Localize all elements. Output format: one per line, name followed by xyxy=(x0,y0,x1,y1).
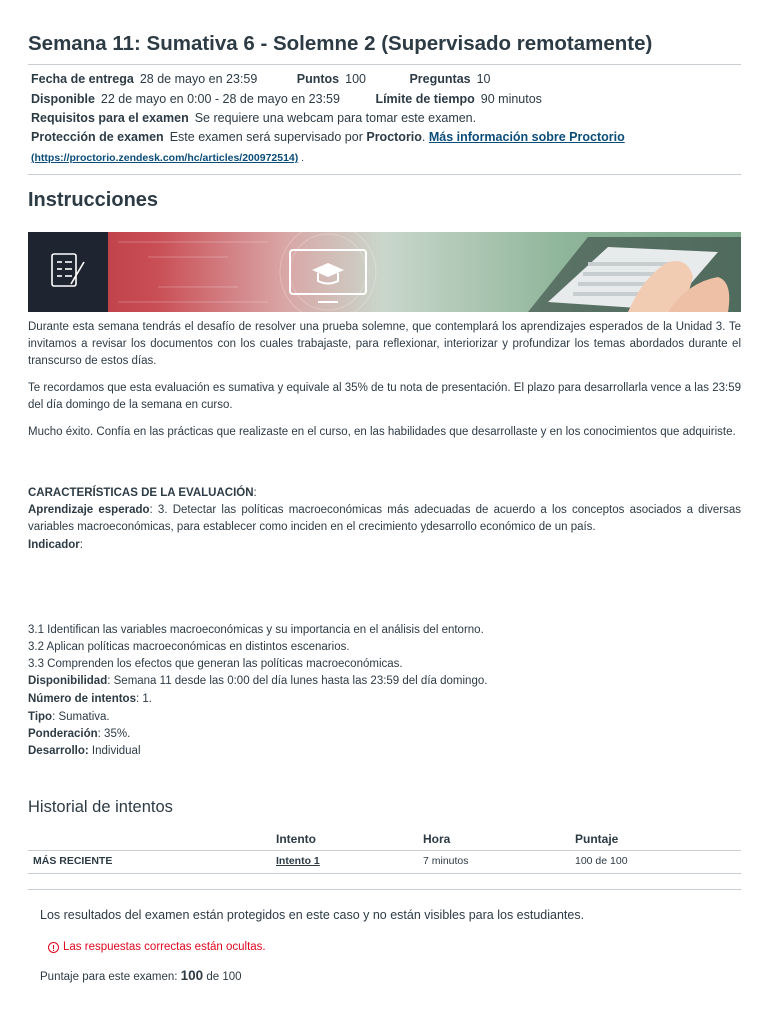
column-header-attempt: Intento xyxy=(276,832,316,846)
due-value: 28 de mayo en 23:59 xyxy=(139,72,258,86)
score-total: de 100 xyxy=(206,971,242,983)
development-label: Desarrollo: xyxy=(28,745,89,757)
indicator-item: 3.3 Comprenden los efectos que generan las políticas macroeconómicas. xyxy=(28,658,403,670)
instructions-paragraph: Mucho éxito. Confía en las prácticas que realizaste en el curso, en las habilidades que desarrollaste y en los conocimientos que adquiriste. xyxy=(28,426,736,438)
table-divider xyxy=(28,850,741,851)
column-header-score: Puntaje xyxy=(575,832,619,846)
availability-label: Disponibilidad xyxy=(28,675,108,687)
instructions-banner-image xyxy=(28,232,741,312)
development-line xyxy=(28,743,141,760)
points-label: Puntos xyxy=(296,72,340,86)
indicator-line: Indicador: xyxy=(28,539,83,551)
quiz-details-row-3 xyxy=(31,111,476,125)
quiz-score xyxy=(40,968,242,983)
divider xyxy=(28,64,741,65)
development-value: Individual xyxy=(88,745,141,757)
divider xyxy=(28,174,741,175)
availability-value: : Semana 11 desde las 0:00 del día lunes hasta las 23:59 del día domingo. xyxy=(107,675,488,687)
row-label-most-recent: MÁS RECIENTE xyxy=(33,855,113,867)
quiz-details-row-5: (https://proctorio.zendesk.com/hc/articles/200972514) . xyxy=(31,152,305,164)
instructions-paragraph: Durante esta semana tendrás el desafío de resolver una prueba solemne, que contemplará los aprendizajes esperados de la Unidad 3. Te invitamos a revisar los documentos con los cuales trabajaste, para reflexionar, interiorizar y profundizar los temas abordados durante el transcurso de estos días. xyxy=(28,321,741,368)
learning-text: : 3. Detectar las políticas macroeconómicas más adecuadas de acuerdo a los conceptos asociados a diversas variables macroeconómicas, para establecer como inciden en el crecimiento ydesarrollo económico de un país. xyxy=(28,504,741,534)
indicator-label: Indicador xyxy=(28,539,80,551)
due-label: Fecha de entrega xyxy=(31,72,134,86)
attempt-1-link[interactable]: Intento 1 xyxy=(276,855,320,867)
time-limit-value: 90 minutos xyxy=(480,92,542,106)
requirements-label: Requisitos para el examen xyxy=(31,111,189,125)
instructions-paragraph: Te recordamos que esta evaluación es sumativa y equivale al 35% de tu nota de presentación. El plazo para desarrollarla vence a las 23:59 del día domingo de la semana en curso. xyxy=(28,382,741,412)
requirements-value: Se requiere una webcam para tomar este examen. xyxy=(194,111,477,125)
attempts-label: Número de intentos xyxy=(28,693,136,705)
weight-value: : 35%. xyxy=(97,728,131,740)
available-value: 22 de mayo en 0:00 - 28 de mayo en 23:59 xyxy=(100,92,340,106)
proctorio-url-link[interactable]: (https://proctorio.zendesk.com/hc/articles/200972514) xyxy=(31,152,299,164)
learning-outcome xyxy=(28,502,741,536)
quiz-details-row-4: Protección de examen Este examen será supervisado por Proctorio. Más información sobre Proctorio xyxy=(31,130,625,144)
warning-icon: ! xyxy=(48,942,59,953)
protection-provider: Proctorio xyxy=(366,130,422,144)
type-line xyxy=(28,709,110,726)
quiz-details-row-1 xyxy=(31,72,491,86)
time-limit-label: Límite de tiempo xyxy=(375,92,475,106)
questions-value: 10 xyxy=(476,72,491,86)
page-title: Semana 11: Sumativa 6 - Solemne 2 (Supervisado remotamente) xyxy=(28,32,653,55)
instructions-heading: Instrucciones xyxy=(28,189,159,211)
hidden-answers-notice xyxy=(48,941,266,953)
score-label: Puntaje para este examen: xyxy=(40,971,178,983)
attempt-score: 100 de 100 xyxy=(575,855,628,867)
evaluation-characteristics-heading: CARACTERÍSTICAS DE LA EVALUACIÓN: xyxy=(28,487,257,499)
weight-line xyxy=(28,726,130,743)
attempt-time: 7 minutos xyxy=(423,855,469,867)
table-divider xyxy=(28,873,741,874)
weight-label: Ponderación xyxy=(28,728,98,740)
column-header-time: Hora xyxy=(423,832,451,846)
indicator-item: 3.1 Identifican las variables macroeconómicas y su importancia en el análisis del entorno. xyxy=(28,624,484,636)
type-value: : Sumativa. xyxy=(52,711,110,723)
results-divider xyxy=(28,889,741,890)
availability-line xyxy=(28,673,487,690)
attempt-history-heading: Historial de intentos xyxy=(28,798,173,816)
points-value: 100 xyxy=(345,72,366,86)
proctorio-info-link[interactable]: Más información sobre Proctorio xyxy=(428,130,625,144)
score-value: 100 xyxy=(180,968,204,983)
type-label: Tipo xyxy=(28,711,53,723)
available-label: Disponible xyxy=(31,92,95,106)
attempts-line xyxy=(28,691,152,708)
attempts-value: : 1. xyxy=(135,693,152,705)
learning-label: Aprendizaje esperado xyxy=(28,504,150,516)
characteristics-label: CARACTERÍSTICAS DE LA EVALUACIÓN xyxy=(28,487,254,499)
questions-label: Preguntas xyxy=(409,72,471,86)
results-protected-message: Los resultados del examen están protegidos en este caso y no están visibles para los estudiantes. xyxy=(40,908,585,922)
quiz-details-row-2 xyxy=(31,92,542,106)
indicator-item: 3.2 Aplican políticas macroeconómicas en distintos escenarios. xyxy=(28,641,350,653)
protection-text: Este examen será supervisado por xyxy=(169,130,363,144)
hidden-answers-text: Las respuestas correctas están ocultas. xyxy=(63,941,266,953)
protection-label: Protección de examen xyxy=(31,130,164,144)
